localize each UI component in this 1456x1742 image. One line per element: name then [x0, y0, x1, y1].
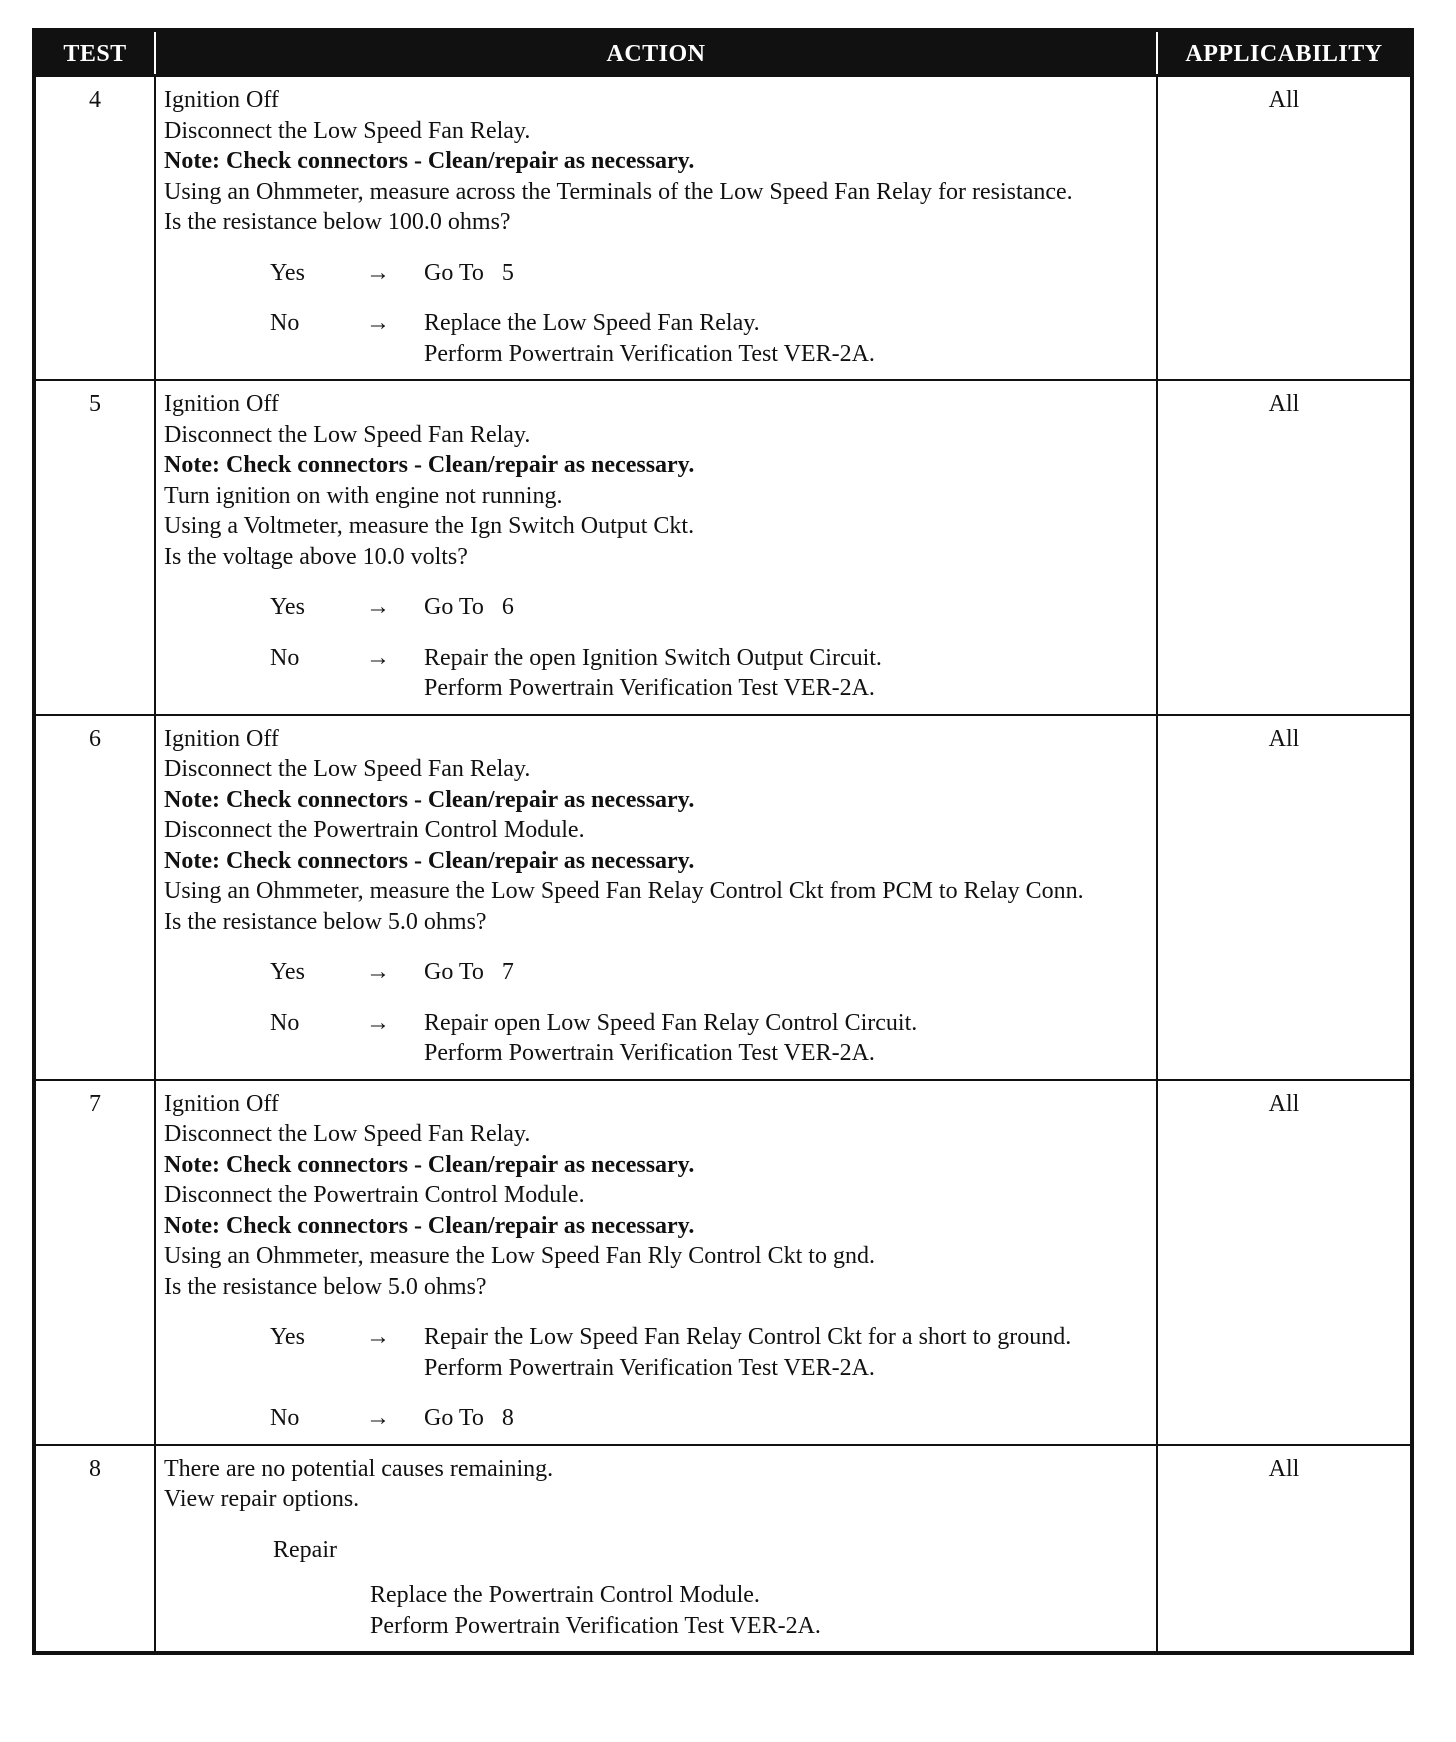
applicability-value: All: [1157, 380, 1410, 715]
table-row: [36, 715, 1410, 1080]
table-row: [36, 1445, 1410, 1652]
action-cell: [155, 1445, 1157, 1652]
action-cell: [155, 715, 1157, 1080]
instruction-line: View repair options.: [164, 1486, 360, 1512]
result-line: Replace the Low Speed Fan Relay.: [424, 310, 760, 336]
arrow-icon: →: [366, 259, 390, 286]
no-branch: [164, 643, 1146, 704]
result-line: Repair open Low Speed Fan Relay Control Circuit.: [424, 1009, 918, 1036]
test-number: 7: [36, 1080, 155, 1445]
yes-label: Yes: [270, 259, 305, 286]
no-result: [424, 643, 1146, 704]
repair-label: Repair: [273, 1536, 337, 1563]
instruction-line: Disconnect the Powertrain Control Module.: [164, 1182, 585, 1208]
no-label: No: [270, 1009, 300, 1036]
applicability-value: All: [1157, 1080, 1410, 1445]
yes-label: Yes: [270, 1324, 305, 1350]
yes-branch: [164, 957, 1146, 988]
action-cell: [155, 1080, 1157, 1445]
instruction-line: Ignition Off: [164, 391, 279, 417]
yes-result: [424, 957, 1146, 988]
instruction-line: Disconnect the Low Speed Fan Relay.: [164, 117, 531, 144]
result-line: Perform Powertrain Verification Test VER-2A.: [424, 675, 875, 701]
test-number: 6: [36, 715, 155, 1080]
note-line: Note: Check connectors - Clean/repair as necessary.: [164, 847, 695, 874]
instruction-line: Disconnect the Powertrain Control Module.: [164, 817, 585, 843]
result-line: Go To 6: [424, 594, 514, 620]
applicability-value: All: [1157, 1445, 1410, 1652]
header-test: TEST: [36, 32, 155, 76]
instruction-line: Using an Ohmmeter, measure across the Terminals of the Low Speed Fan Relay for resistance.: [164, 178, 1073, 205]
header-action: ACTION: [155, 32, 1157, 76]
instruction-line: Ignition Off: [164, 1090, 279, 1117]
no-result: [424, 1008, 1146, 1069]
instruction-line: Disconnect the Low Speed Fan Relay.: [164, 1121, 531, 1147]
instruction-line: Is the voltage above 10.0 volts?: [164, 543, 468, 570]
arrow-icon: →: [366, 1324, 390, 1350]
yes-result: [424, 258, 1146, 289]
arrow-icon: →: [366, 594, 390, 620]
arrow-icon: →: [366, 959, 390, 985]
result-line: Go To 7: [424, 959, 514, 985]
yes-result: [424, 592, 1146, 623]
instruction-line: Turn ignition on with engine not running.: [164, 482, 563, 509]
repair-options: [164, 1535, 1146, 1642]
instruction-line: Ignition Off: [164, 725, 279, 752]
instruction-line: Ignition Off: [164, 87, 279, 113]
repair-line: Perform Powertrain Verification Test VER-2A.: [370, 1612, 821, 1639]
repair-text: [164, 1580, 1146, 1641]
note-line: Note: Check connectors - Clean/repair as necessary.: [164, 452, 695, 478]
arrow-icon: →: [366, 644, 390, 671]
instruction-line: Using an Ohmmeter, measure the Low Speed Fan Relay Control Ckt from PCM to Relay Conn.: [164, 878, 1084, 904]
no-result: [424, 308, 1146, 369]
action-cell: [155, 380, 1157, 715]
repair-line: Replace the Powertrain Control Module.: [370, 1582, 760, 1608]
no-label: No: [270, 310, 300, 336]
instruction-line: There are no potential causes remaining.: [164, 1455, 554, 1482]
table-body: [36, 76, 1410, 1652]
no-branch: [164, 308, 1146, 369]
yes-label: Yes: [270, 959, 305, 985]
arrow-icon: →: [366, 1009, 390, 1036]
yes-label: Yes: [270, 594, 305, 620]
instruction-line: Using an Ohmmeter, measure the Low Speed Fan Rly Control Ckt to gnd.: [164, 1243, 875, 1269]
table-header-row: [36, 32, 1410, 76]
table-row: [36, 1080, 1410, 1445]
arrow-icon: →: [366, 1405, 390, 1431]
test-table: [36, 32, 1410, 1651]
result-line: Perform Powertrain Verification Test VER-2A.: [424, 340, 875, 367]
test-number: 4: [36, 76, 155, 381]
result-line: Go To 5: [424, 259, 514, 286]
applicability-value: All: [1157, 715, 1410, 1080]
no-branch: [164, 1403, 1146, 1434]
yes-branch: [164, 258, 1146, 289]
result-line: Perform Powertrain Verification Test VER-2A.: [424, 1040, 875, 1066]
no-branch: [164, 1008, 1146, 1069]
note-line: Note: Check connectors - Clean/repair as necessary.: [164, 148, 695, 174]
instruction-line: Disconnect the Low Speed Fan Relay.: [164, 421, 531, 448]
instruction-line: Is the resistance below 100.0 ohms?: [164, 209, 511, 235]
header-applicability: APPLICABILITY: [1157, 32, 1410, 76]
yes-branch: [164, 592, 1146, 623]
diagnostic-test-table: [32, 28, 1414, 1655]
instruction-line: Is the resistance below 5.0 ohms?: [164, 1273, 487, 1300]
instruction-line: Is the resistance below 5.0 ohms?: [164, 908, 487, 935]
no-result: [424, 1403, 1146, 1434]
result-line: Repair the Low Speed Fan Relay Control Ckt for a short to ground.: [424, 1324, 1072, 1350]
action-cell: [155, 76, 1157, 381]
note-line: Note: Check connectors - Clean/repair as necessary.: [164, 1151, 695, 1178]
test-number: 5: [36, 380, 155, 715]
yes-branch: [164, 1322, 1146, 1383]
note-line: Note: Check connectors - Clean/repair as necessary.: [164, 786, 695, 813]
result-line: Repair the open Ignition Switch Output Circuit.: [424, 644, 882, 671]
no-label: No: [270, 644, 300, 671]
result-line: Perform Powertrain Verification Test VER-2A.: [424, 1354, 875, 1381]
table-row: [36, 380, 1410, 715]
test-number: 8: [36, 1445, 155, 1652]
no-label: No: [270, 1405, 300, 1431]
instruction-line: Using a Voltmeter, measure the Ign Switch Output Ckt.: [164, 513, 695, 539]
instruction-line: Disconnect the Low Speed Fan Relay.: [164, 756, 531, 782]
yes-result: [424, 1322, 1146, 1383]
table-row: [36, 76, 1410, 381]
arrow-icon: →: [366, 310, 390, 336]
note-line: Note: Check connectors - Clean/repair as necessary.: [164, 1212, 695, 1239]
result-line: Go To 8: [424, 1405, 514, 1431]
applicability-value: All: [1157, 76, 1410, 381]
